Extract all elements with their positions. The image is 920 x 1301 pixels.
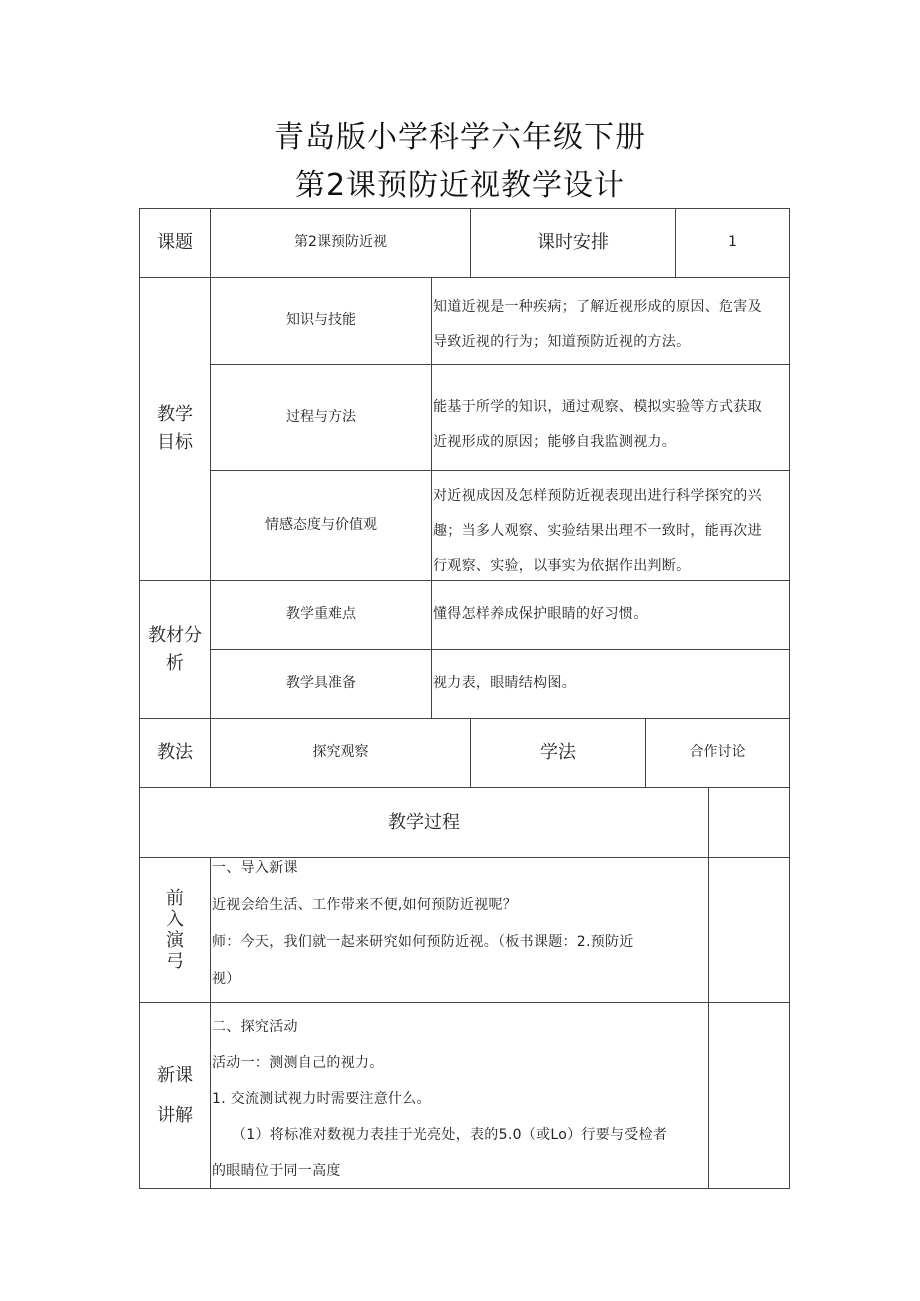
new-lesson-label-line1: 新课	[157, 1064, 193, 1086]
intro-line: 师：今天，我们就一起来研究如何预防近视。（板书课题：2.预防近	[212, 934, 634, 950]
objectives-label	[140, 278, 210, 580]
objective-line: 对近视成因及怎样预防近视表现出进行科学探究的兴	[433, 488, 762, 504]
objective-line: 趣；当多人观察、实验结果出理不一致时，能再次进	[433, 523, 762, 539]
hours-value: 1	[728, 234, 737, 251]
objective-line: 知道近视是一种疾病；了解近视形成的原因、危害及	[433, 299, 762, 315]
topic-label: 课题	[157, 232, 193, 254]
document-title-line2: 第2课预防近视教学设计	[294, 168, 626, 203]
learn-method-value: 合作讨论	[689, 744, 746, 761]
analysis-name-materials: 教学具准备	[286, 675, 356, 692]
intro-label-char: 演	[166, 930, 184, 951]
new-lesson-text	[212, 1009, 667, 1188]
objective-line: 近视形成的原因；能够自我监测视力。	[433, 434, 677, 450]
analysis-label-line2: 析	[166, 652, 184, 674]
document-title-line1: 青岛版小学科学六年级下册	[274, 120, 646, 155]
objective-name-attitude: 情感态度与价值观	[265, 516, 377, 533]
objective-text-attitude	[433, 479, 762, 584]
intro-label	[140, 858, 210, 1002]
objective-line: 能基于所学的知识，通过观察、模拟实验等方式获取	[433, 399, 762, 415]
lesson-line: 活动一：测测自己的视力。	[212, 1055, 384, 1071]
analysis-value-keypoints: 懂得怎样养成保护眼睛的好习惯。	[433, 606, 648, 622]
intro-line: 一、导入新课	[212, 860, 298, 876]
intro-label-char: 弓	[166, 951, 184, 972]
intro-line: 视）	[212, 971, 241, 987]
analysis-label-line1: 教材分	[148, 624, 202, 646]
objective-line: 行观察、实验，以事实为依据作出判断。	[433, 558, 691, 574]
objectives-label-line1: 教学	[157, 404, 193, 426]
lesson-line: （1）将标准对数视力表挂于光亮处，表的5.0（或Lo）行要与受检者	[232, 1127, 668, 1143]
new-lesson-label	[140, 1003, 210, 1188]
teach-method-label: 教法	[157, 742, 193, 764]
lesson-line: 1. 交流测试视力时需要注意什么。	[212, 1091, 431, 1107]
analysis-value-materials: 视力表，眼睛结构图。	[433, 675, 576, 691]
hours-label: 课时安排	[537, 232, 609, 254]
teach-method-value: 探究观察	[312, 744, 369, 761]
objective-name-knowledge: 知识与技能	[286, 312, 356, 329]
objective-text-process	[433, 390, 762, 460]
lesson-line: 二、探究活动	[212, 1019, 298, 1035]
lesson-line: 的眼睛位于同一高度	[212, 1163, 341, 1179]
learn-method-label: 学法	[540, 742, 576, 764]
objective-line: 导致近视的行为；知道预防近视的方法。	[433, 334, 691, 350]
intro-label-char: 入	[166, 909, 184, 930]
analysis-label	[140, 581, 210, 718]
intro-label-char: 前	[166, 888, 184, 909]
objective-text-knowledge	[433, 290, 762, 360]
objectives-label-line2: 目标	[157, 432, 193, 453]
process-header: 教学过程	[388, 811, 460, 833]
topic-value: 第2课预防近视	[294, 234, 387, 251]
intro-line: 近视会给生活、工作带来不便,如何预防近视呢？	[212, 897, 518, 913]
new-lesson-label-line2: 讲解	[157, 1104, 193, 1126]
analysis-name-keypoints: 教学重难点	[286, 606, 356, 623]
intro-text	[212, 850, 634, 998]
objective-name-process: 过程与方法	[286, 408, 356, 425]
